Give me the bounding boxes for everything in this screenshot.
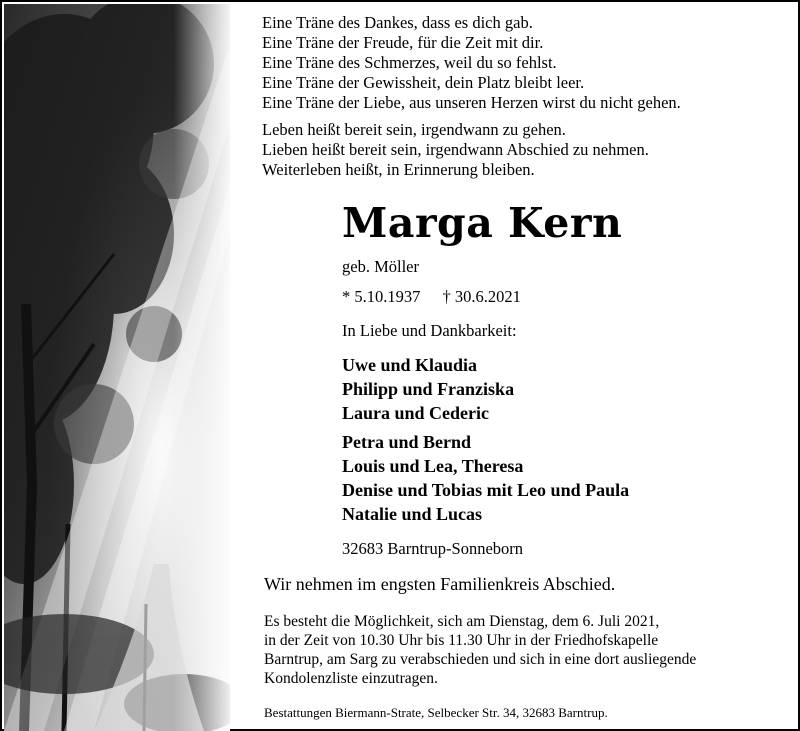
life-dates [342,287,539,307]
info-line: Kondolenzliste einzutragen. [264,670,438,687]
mourner-line: Louis und Lea, Theresa [342,456,524,476]
poem-line: Eine Träne des Dankes, dass es dich gab. [262,13,533,32]
viewing-info [264,612,794,688]
forest-photo [4,4,230,731]
death-date: † 30.6.2021 [442,287,521,306]
mourners-group-1 [342,353,514,425]
deceased-name: Marga Kern [342,199,623,247]
poem-stanza-2 [262,120,792,180]
mourner-line: Uwe und Klaudia [342,355,478,375]
info-line: in der Zeit von 10.30 Uhr bis 11.30 Uhr in der Friedhofskapelle [264,632,659,649]
poem-line: Weiterleben heißt, in Erinnerung bleiben. [262,160,535,179]
mourner-line: Petra und Bernd [342,432,472,452]
mourner-line: Denise und Tobias mit Leo und Paula [342,480,630,500]
mourners-intro: In Liebe und Dankbarkeit: [342,321,517,340]
farewell-note: Wir nehmen im engsten Familienkreis Abschied. [264,574,616,594]
poem-line: Eine Träne des Schmerzes, weil du so fehlst. [262,53,557,72]
birth-date: * 5.10.1937 [342,287,421,306]
poem-line: Leben heißt bereit sein, irgendwann zu gehen. [262,120,566,139]
mourner-line: Philipp und Franziska [342,379,515,399]
poem-line: Eine Träne der Liebe, aus unseren Herzen wirst du nicht gehen. [262,93,681,112]
info-line: Barntrup, am Sarg zu verabschieden und sich in eine dort ausliegende [264,651,697,668]
mourners-address: 32683 Barntrup-Sonneborn [342,539,524,558]
poem-line: Lieben heißt bereit sein, irgendwann Abschied zu nehmen. [262,140,649,159]
poem-line: Eine Träne der Freude, für die Zeit mit dir. [262,33,544,52]
mourner-line: Natalie und Lucas [342,504,483,524]
poem-line: Eine Träne der Gewissheit, dein Platz bleibt leer. [262,73,585,92]
poem-stanza-1 [262,13,792,113]
poem [262,13,792,180]
maiden-name: geb. Möller [342,257,419,276]
mourner-line: Laura und Cederic [342,403,490,423]
info-line: Es besteht die Möglichkeit, sich am Dienstag, dem 6. Juli 2021, [264,613,660,630]
undertaker-info: Bestattungen Biermann-Strate, Selbecker Str. 34, 32683 Barntrup. [264,705,608,720]
mourners-group-2 [342,430,629,526]
